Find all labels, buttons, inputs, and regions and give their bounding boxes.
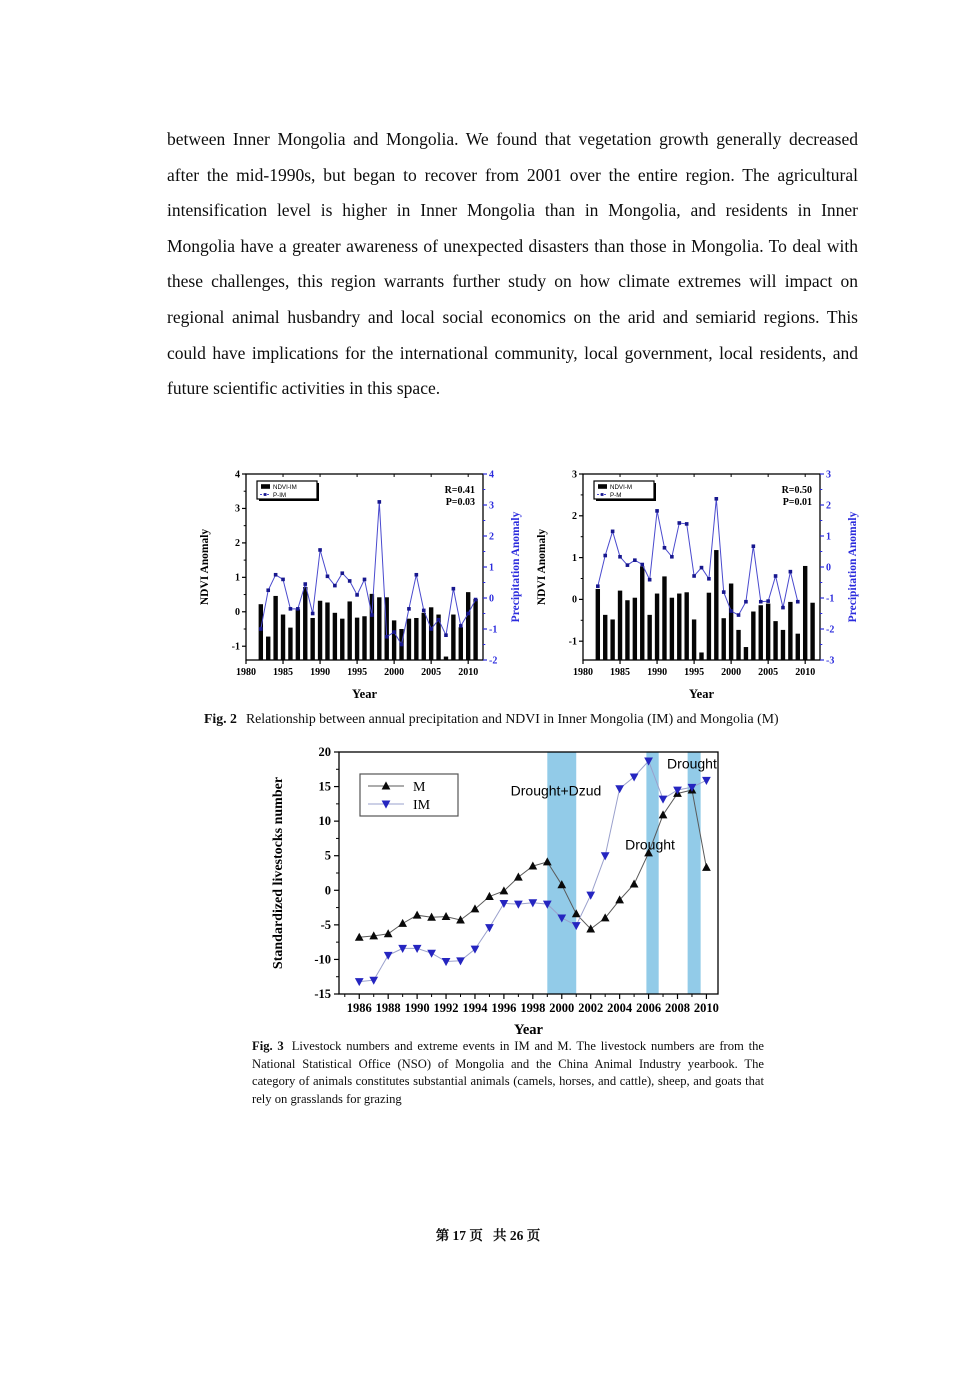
svg-text:15: 15 (318, 779, 331, 794)
svg-text:-10: -10 (314, 952, 331, 967)
svg-text:-2: -2 (489, 655, 498, 667)
svg-text:Year: Year (689, 687, 714, 701)
svg-text:2010: 2010 (795, 667, 816, 678)
svg-text:Precipitation Anomaly: Precipitation Anomaly (510, 511, 522, 623)
svg-text:2010: 2010 (458, 667, 479, 678)
svg-text:1985: 1985 (273, 667, 294, 678)
svg-text:1980: 1980 (573, 667, 593, 678)
svg-text:1980: 1980 (236, 667, 256, 678)
svg-text:2004: 2004 (607, 1001, 633, 1015)
svg-text:Year: Year (352, 687, 377, 701)
figure3-caption (252, 1038, 764, 1108)
svg-text:0: 0 (324, 883, 331, 898)
fig2-chart-mongolia (533, 460, 864, 704)
svg-text:-5: -5 (320, 917, 331, 932)
figure2-caption-text: Relationship between annual precipitation and NDVI in Inner Mongolia (IM) and Mongolia (M) (245, 711, 779, 726)
fig2-chart-inner-mongolia (196, 460, 527, 704)
svg-text:2: 2 (489, 531, 494, 543)
svg-text:NDVI Anomaly: NDVI Anomaly (536, 528, 548, 606)
figure2 (196, 460, 864, 704)
svg-text:3: 3 (235, 503, 240, 515)
figure3-caption-label: Fig. 3 (252, 1039, 284, 1053)
svg-text:1996: 1996 (491, 1001, 517, 1015)
svg-text:Drought+Dzud: Drought+Dzud (510, 782, 602, 799)
svg-text:Precipitation Anomaly: Precipitation Anomaly (847, 511, 859, 623)
svg-text:1992: 1992 (433, 1001, 459, 1015)
svg-text:R=0.50: R=0.50 (781, 485, 812, 496)
svg-text:1988: 1988 (375, 1001, 401, 1015)
svg-text:-2: -2 (826, 624, 835, 636)
svg-text:-1: -1 (231, 641, 240, 653)
figure3-caption-text: Livestock numbers and extreme events in IM and M. The livestock numbers are from the National Statistical Office (NSO) of Mongolia and the China Animal Industry yearbook. The category of animals constitutes substantial animals (camels, horses, and cattle), sheep, and goats that rely on grasslands for grazing (252, 1039, 764, 1106)
svg-text:2010: 2010 (693, 1001, 719, 1015)
svg-text:1990: 1990 (647, 667, 668, 678)
svg-text:0: 0 (235, 607, 240, 619)
svg-text:20: 20 (318, 745, 331, 759)
svg-text:4: 4 (235, 469, 240, 481)
svg-text:0: 0 (572, 594, 577, 606)
svg-text:-1: -1 (568, 636, 577, 648)
svg-text:P-M: P-M (610, 492, 622, 499)
svg-text:P=0.01: P=0.01 (782, 497, 812, 508)
svg-text:1: 1 (572, 552, 577, 564)
svg-text:NDVI-IM: NDVI-IM (273, 484, 297, 491)
figure3 (266, 742, 740, 1047)
svg-text:1: 1 (489, 562, 494, 574)
svg-text:1995: 1995 (347, 667, 368, 678)
svg-text:-3: -3 (826, 655, 835, 667)
svg-text:0: 0 (489, 593, 494, 605)
svg-text:4: 4 (489, 469, 494, 481)
svg-text:2000: 2000 (549, 1001, 575, 1015)
svg-text:3: 3 (826, 469, 831, 481)
body-paragraph: between Inner Mongolia and Mongolia. We found that vegetation growth generally decreased after the mid-1990s, but began to recover from 2001 over the entire region. The agricultural intensification level is higher in Inner Mongolia than in Mongolia, and residents in Inner Mongolia have a greater awareness of unexpected disasters than those in Mongolia. To deal with these challenges, this region warrants further study on how climate extremes will impact on regional animal husbandry and local social economics on the arid and semiarid regions. This could have implications for the international community, local government, local residents, and future scientific activities in this space. (167, 129, 858, 399)
svg-text:2: 2 (572, 511, 577, 523)
svg-text:Year: Year (514, 1022, 543, 1038)
svg-text:3: 3 (489, 500, 494, 512)
svg-text:2005: 2005 (421, 667, 442, 678)
svg-text:Standardized livestocks number: Standardized livestocks number (271, 776, 286, 970)
svg-text:M: M (413, 780, 426, 795)
svg-text:R=0.41: R=0.41 (444, 485, 475, 496)
svg-text:1985: 1985 (610, 667, 631, 678)
svg-text:2000: 2000 (384, 667, 405, 678)
svg-text:2000: 2000 (721, 667, 742, 678)
figure2-caption (204, 710, 856, 728)
svg-text:1: 1 (235, 572, 240, 584)
svg-text:-15: -15 (314, 987, 331, 1001)
svg-text:2008: 2008 (664, 1001, 690, 1015)
svg-text:P-IM: P-IM (273, 492, 287, 499)
svg-text:2002: 2002 (578, 1001, 604, 1015)
svg-text:1995: 1995 (684, 667, 705, 678)
svg-text:10: 10 (318, 814, 331, 829)
svg-text:-1: -1 (489, 624, 498, 636)
svg-text:-1: -1 (826, 593, 835, 605)
svg-text:P=0.03: P=0.03 (445, 497, 475, 508)
svg-text:2: 2 (235, 538, 240, 550)
svg-text:0: 0 (826, 562, 831, 574)
svg-text:IM: IM (413, 798, 431, 813)
svg-text:5: 5 (324, 848, 331, 863)
svg-text:1998: 1998 (520, 1001, 546, 1015)
fig3-chart-livestock (266, 742, 740, 1042)
svg-text:2006: 2006 (636, 1001, 662, 1015)
svg-text:1990: 1990 (404, 1001, 430, 1015)
svg-text:1986: 1986 (346, 1001, 372, 1015)
svg-text:3: 3 (572, 469, 577, 481)
svg-text:Drought: Drought (667, 755, 717, 772)
svg-text:1: 1 (826, 531, 831, 543)
svg-text:NDVI-M: NDVI-M (610, 484, 632, 491)
svg-text:Drought: Drought (625, 836, 675, 853)
svg-text:1990: 1990 (310, 667, 331, 678)
page-number: 第 17 页 共 26 页 (435, 1228, 541, 1243)
svg-text:2: 2 (826, 500, 831, 512)
svg-text:1994: 1994 (462, 1001, 488, 1015)
figure2-caption-label: Fig. 2 (204, 711, 237, 726)
svg-text:NDVI Anomaly: NDVI Anomaly (199, 528, 211, 606)
svg-text:2005: 2005 (758, 667, 779, 678)
